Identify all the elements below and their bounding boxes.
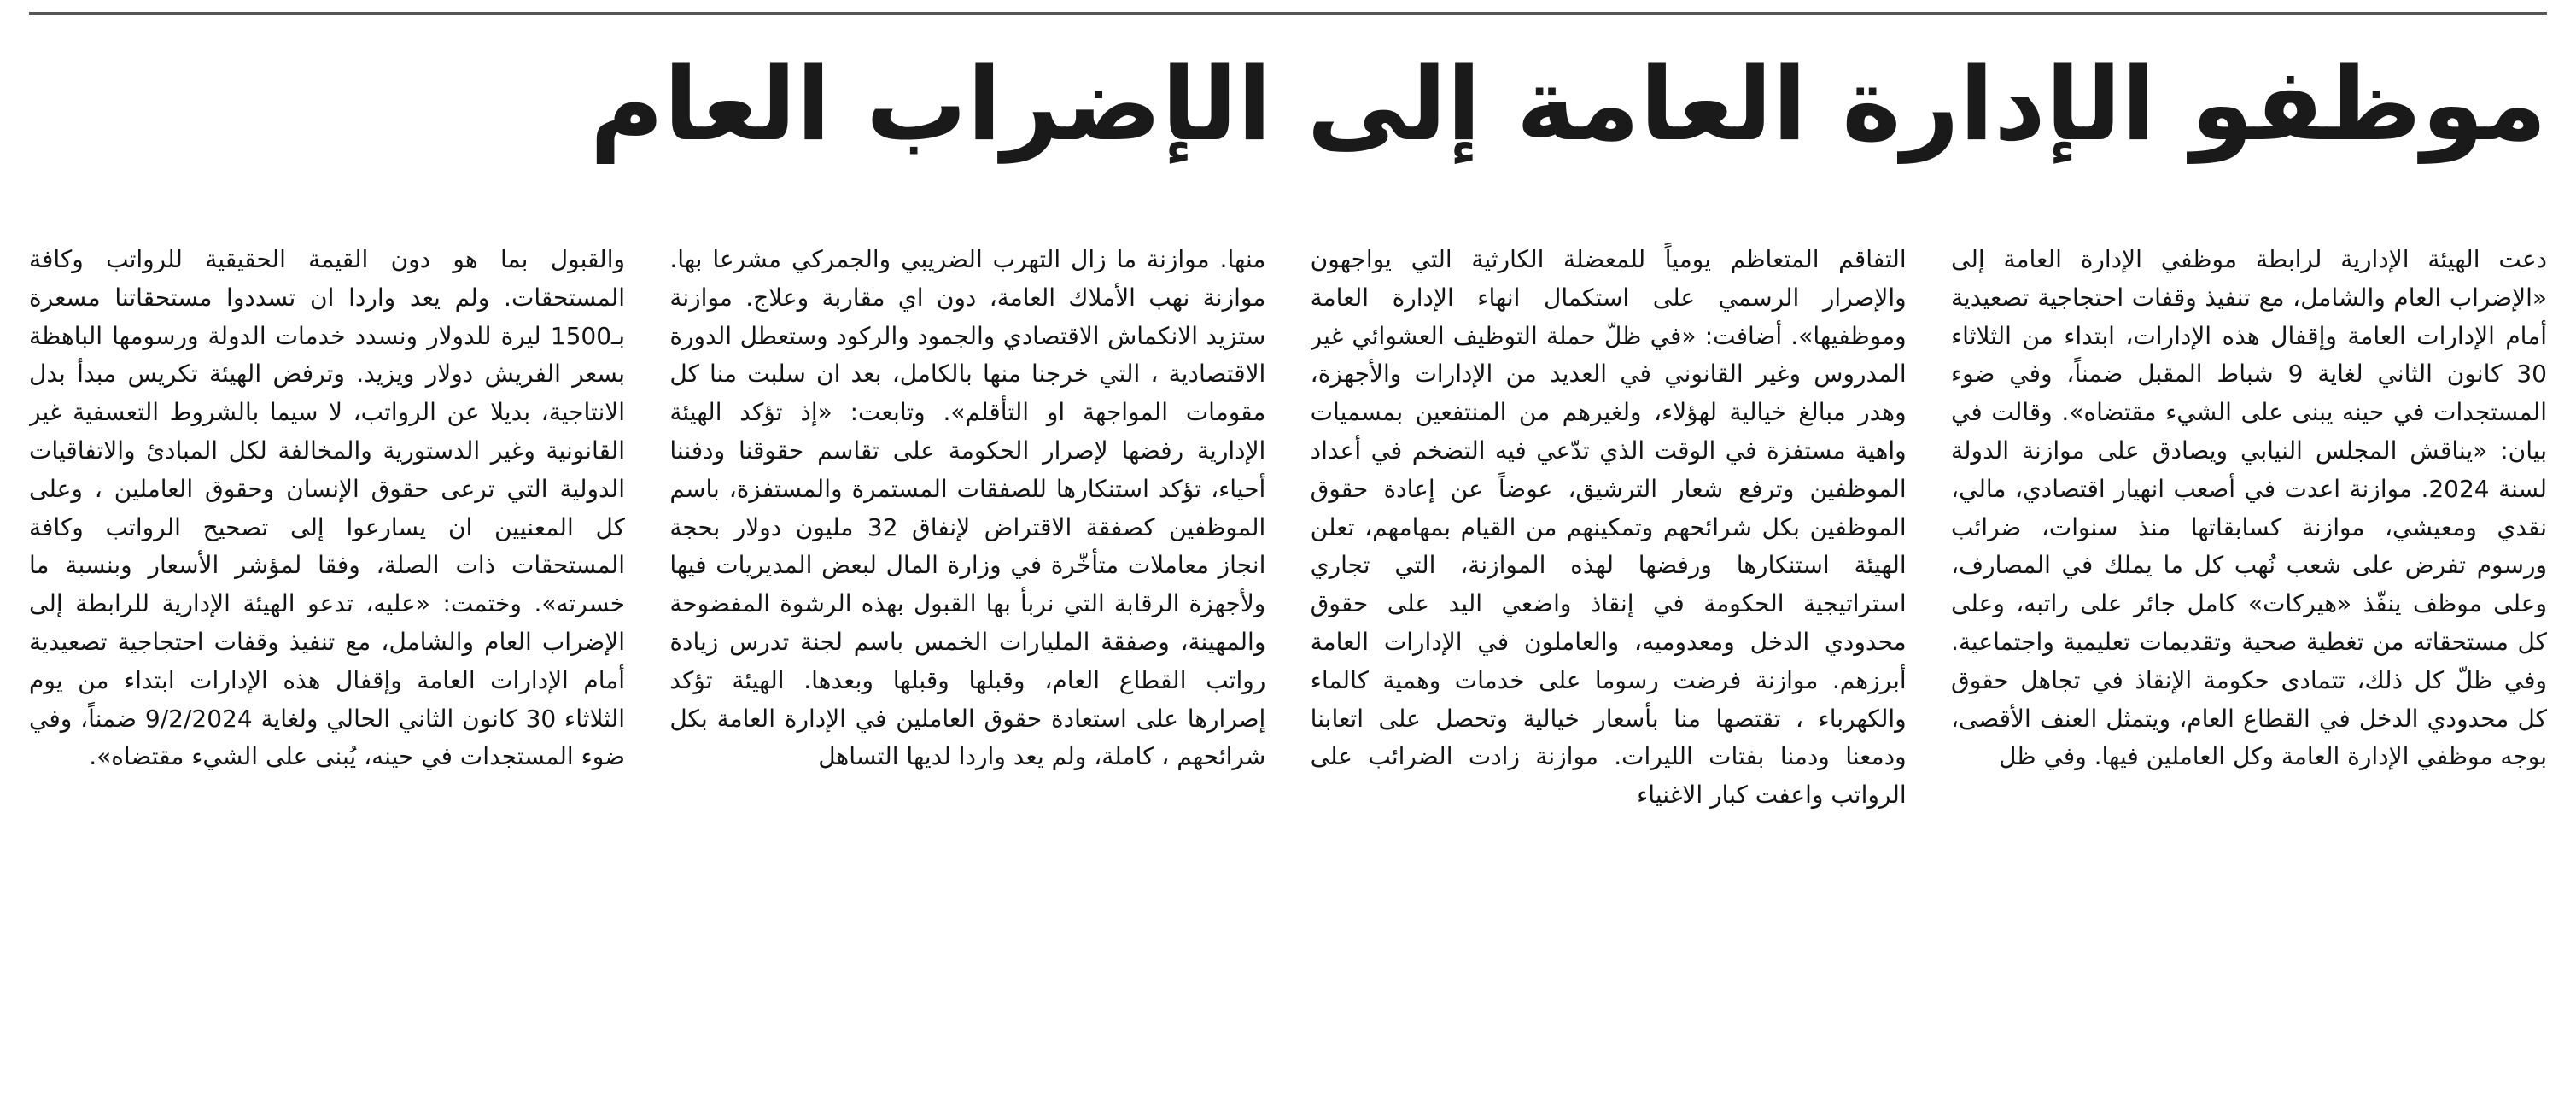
article-column-2 bbox=[1311, 241, 1907, 1078]
article-headline: موظفو الإدارة العامة إلى الإضراب العام bbox=[589, 45, 2547, 163]
column-4-text: والقبول بما هو دون القيمة الحقيقية للرواتب وكافة المستحقات. ولم يعد واردا ان تسددوا مستحقاتنا مسعرة بـ1500 ليرة للدولار ونسدد خدمات الدولة ورسومها الباهظة بسعر الفريش دولار ويزيد. وترفض الهيئة تكريس مبدأ بدل الانتاجية، بديلا عن الرواتب، لا سيما بالشروط التعسفية غير القانونية وغير الدستورية والمخالفة لكل المبادئ والاتفاقيات الدولية التي ترعى حقوق الإنسان وحقوق العاملين ، وعلى كل المعنيين ان يسارعوا إلى تصحيح الرواتب وكافة المستحقات ذات الصلة، وفقا لمؤشر الأسعار وبنسبة ما خسرته». وختمت: «عليه، تدعو الهيئة الإدارية للرابطة إلى الإضراب العام والشامل، مع تنفيذ وقفات احتجاجية تصعيدية أمام الإدارات العامة وإقفال هذه الإدارات ابتداء من يوم الثلاثاء 30 كانون الثاني الحالي ولغاية 9/2/2024 ضمناً، وفي ضوء المستجدات في حينه، يُبنى على الشيء مقتضاه». bbox=[29, 245, 626, 771]
top-rule bbox=[29, 12, 2547, 15]
article-column-3 bbox=[669, 241, 1265, 1078]
article-body bbox=[29, 241, 2547, 1078]
article-column-4 bbox=[29, 241, 625, 1078]
column-1-text: دعت الهيئة الإدارية لرابطة موظفي الإدارة العامة إلى «الإضراب العام والشامل، مع تنفيذ وقفات احتجاجية تصعيدية أمام الإدارات العامة وإقفال هذه الإدارات، ابتداء من الثلاثاء 30 كانون الثاني لغاية 9 شباط المقبل ضمناً، وفي ضوء المستجدات في حينه يبنى على الشيء مقتضاه». وقالت في بيان: «يناقش المجلس النيابي ويصادق على موازنة الدولة لسنة 2024. موازنة اعدت في أصعب انهيار اقتصادي، مالي، نقدي ومعيشي، موازنة كسابقاتها منذ سنوات، ضرائب ورسوم تفرض على شعب نُهب كل ما يملك في المصارف، وعلى موظف ينفّذ «هيركات» كامل جائر على راتبه، وعلى كل مستحقاته من تغطية صحية وتقديمات تعليمية واجتماعية. وفي ظلّ كل ذلك، تتمادى حكومة الإنقاذ في تجاهل حقوق كل محدودي الدخل في القطاع العام، ويتمثل العنف الأقصى، بوجه موظفي الإدارة العامة وكل العاملين فيها. وفي ظل bbox=[1951, 245, 2547, 771]
article-column-1 bbox=[1951, 241, 2547, 1078]
column-2-text: التفاقم المتعاظم يومياً للمعضلة الكارثية التي يواجهون والإصرار الرسمي على استكمال انهاء الإدارة العامة وموظفيها». أضافت: «في ظلّ حملة التوظيف العشوائي غير المدروس وغير القانوني في العديد من الإدارات والأجهزة، وهدر مبالغ خيالية لهؤلاء، ولغيرهم من المنتفعين بمسميات واهية مستفزة في الوقت الذي تدّعي فيه التضخم في أعداد الموظفين وترفع شعار الترشيق، عوضاً عن إعادة حقوق الموظفين بكل شرائحهم وتمكينهم من القيام بمهامهم، تعلن الهيئة استنكارها ورفضها لهذه الموازنة، التي تجاري استراتيجية الحكومة في إنقاذ واضعي اليد على حقوق محدودي الدخل ومعدوميه، والعاملون في الإدارات العامة أبرزهم. موازنة فرضت رسوما على خدمات وهمية كالماء والكهرباء ، تقتصها منا بأسعار خيالية وتحصل على اتعابنا ودمعنا ودمنا بفتات الليرات. موازنة زادت الضرائب على الرواتب واعفت كبار الاغنياء bbox=[1310, 245, 1907, 810]
column-3-text: منها. موازنة ما زال التهرب الضريبي والجمركي مشرعا بها. موازنة نهب الأملاك العامة، دون اي مقاربة وعلاج. موازنة ستزيد الانكماش الاقتصادي والجمود والركود وستعطل الدورة الاقتصادية ، التي خرجنا منها بالكامل، بعد ان سلبت منا كل مقومات المواجهة او التأقلم». وتابعت: «إذ تؤكد الهيئة الإدارية رفضها لإصرار الحكومة على تقاسم حقوقنا ودفننا أحياء، تؤكد استنكارها للصفقات المستمرة والمستفزة، باسم الموظفين كصفقة الاقتراض لإنفاق 32 مليون دولار بحجة انجاز معاملات متأخّرة في وزارة المال لبعض المديريات فيها ولأجهزة الرقابة التي نربأ بها القبول بهذه الرشوة المفضوحة والمهينة، وصفقة المليارات الخمس باسم لجنة تدرس زيادة رواتب القطاع العام، وقبلها وقبلها وبعدها. الهيئة تؤكد إصرارها على استعادة حقوق العاملين في الإدارة العامة بكل شرائحهم ، كاملة، ولم يعد واردا لديها التساهل bbox=[669, 245, 1266, 771]
